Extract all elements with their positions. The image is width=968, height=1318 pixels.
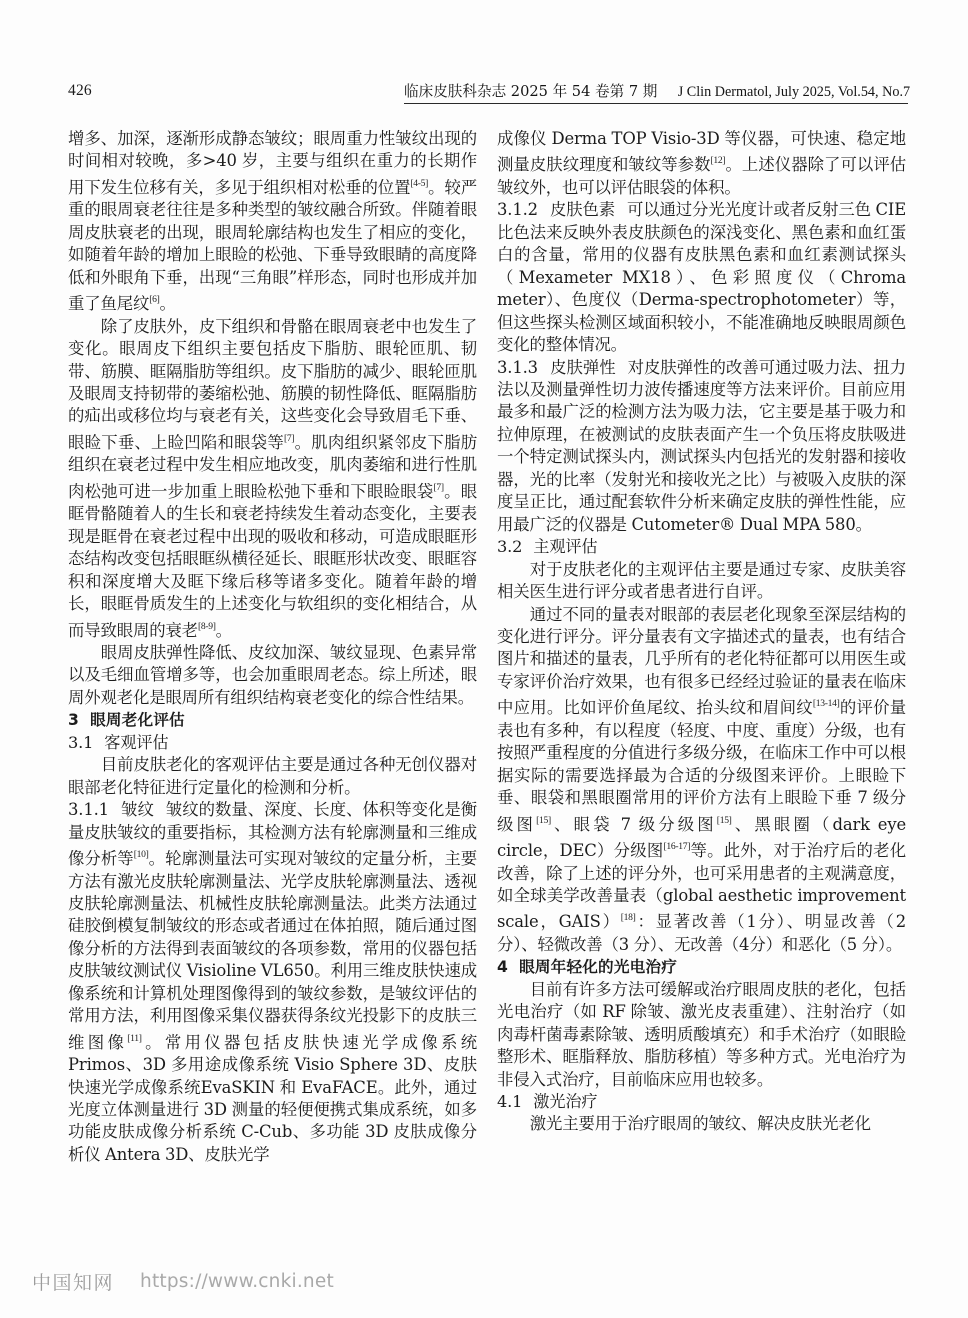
paragraph-right-6: 目前有许多方法可缓解或治疗眼周皮肤的老化，包括光电治疗（如 RF 除皱、激光皮表重建）、注射治疗（如肉毒杆菌毒素除皱、透明质酸填充）和手术治疗（如眼睑整形术、眶脂释放、脂肪移植）等多种方式。光电治疗为非侵入式治疗，目前临床应用也较多。 — [497, 979, 906, 1089]
section-heading-3-1-1 — [68, 799, 477, 1166]
paragraph-left-2-end: 。 — [215, 620, 232, 640]
section-heading-4 — [497, 956, 906, 978]
paragraph-left-1-text: 增多、加深，逐渐形成静态皱纹；眼周重力性皱纹出现的时间相对较晚，多>40 岁，主要与组织在重力的长期作用下发生位移有关，多见于组织相对松垂的位置 — [68, 129, 477, 197]
paragraph-left-5-cont: 。轮廓测量法可实现对皱纹的定量分析，主要方法有激光皮肤轮廓测量法、光学皮肤轮廓测量法、透视皮肤轮廓测量法、机械性皮肤轮廓测量法。此类方法通过硅胶倒模复制皱纹的形态或者通过在体拍照，随后通过图像分析的方法得到表面皱纹的各项参数，常用的仪器包括皮肤皱纹测试仪 Visioline VL650。利用三维皮肤快速成像系统和计算机处理图像得到的皱纹参数，是皱纹评估的常用方法，利用图像采集仪器获得条纹光投影下的皮肤三维图像 — [68, 849, 477, 1052]
paragraph-left-2 — [68, 316, 477, 642]
paragraph-right-5-cont3: 、黑眼圈（dark eye circle，DEC）分级图 — [497, 814, 906, 861]
section-heading-3-1-title: 客观评估 — [104, 732, 169, 752]
section-heading-3-1 — [68, 732, 477, 754]
journal-citation-en: J Clin Dermatol, July 2025, Vol.54, No.7 — [677, 84, 911, 100]
cnki-watermark — [32, 1268, 334, 1295]
paragraph-left-3: 眼周皮肤弹性降低、皮纹加深、皱纹显现、色素异常以及毛细血管增多等，也会加重眼周老态。综上所述，眼周外观老化是眼周所有组织结构衰老变化的综合性结果。 — [68, 642, 477, 707]
section-heading-3-1-1-number: 3.1.1 — [68, 800, 109, 820]
column-left — [68, 128, 477, 1166]
journal-citation-cn: 临床皮肤科杂志 2025 年 54 卷第 7 期 — [404, 83, 658, 100]
paragraph-right-5 — [497, 604, 906, 957]
cnki-url-label: https://www.cnki.net — [140, 1271, 334, 1292]
section-heading-3-number: 3 — [68, 711, 80, 730]
paragraph-left-1-end: 。 — [159, 294, 176, 314]
paragraph-left-1-cont: 。较严重的眼周衰老往往是多种类型的皱纹融合所致。伴随着眼周皮肤衰老的出现，眼周轮廓结构也发生了相应的变化，如随着年龄的增加上眼睑的松弛、下垂导致眼睛的高度降低和外眼角下垂，出现“三角眼”样形态，同时也形成并加重了鱼尾纹 — [68, 177, 477, 314]
reference-marker: [15] — [536, 814, 551, 826]
section-heading-3-1-3 — [497, 357, 906, 537]
paragraph-left-5-text: 皱纹的数量、深度、长度、体积等变化是衡量皮肤皱纹的重要指标，其检测方法有轮廓测量和三维成像分析等 — [68, 800, 477, 869]
section-heading-3 — [68, 709, 477, 731]
paragraph-right-1-cont: 。上述仪器除了可以评估皱纹外，也可以评估眼袋的体积。 — [497, 155, 906, 197]
column-right — [497, 128, 906, 1136]
paragraph-right-5-text: 通过不同的量表对眼部的表层老化现象至深层结构的变化进行评分。评分量表有文字描述式的量表，也有结合图片和描述的量表，几乎所有的老化特征都可以用医生或专家评价治疗效果，也有很多已经经过验证的量表在临床中应用。比如评价鱼尾纹、抬头纹和眉间纹 — [497, 604, 906, 718]
reference-marker: [13-14] — [812, 698, 840, 710]
reference-marker: [7] — [433, 481, 444, 493]
section-heading-3-2 — [497, 536, 906, 558]
paragraph-right-5-cont4: 等。此外，对于治疗后的老化改善，除了上述的评分外，也可采用患者的主观满意度，如全球美学改善量表（global aesthetic improvement scale，GAIS） — [497, 841, 906, 932]
reference-marker: [12] — [710, 155, 726, 167]
section-heading-4-1-number: 4.1 — [497, 1092, 523, 1112]
section-heading-3-1-number: 3.1 — [68, 732, 94, 752]
paragraph-right-5-cont: 的评价量表也有多种，有以程度（轻度、中度、重度）分级，也有按照严重程度的分值进行多级分级，在临床工作中可以根据实际的需要选择最为合适的分级图来评价。上眼睑下垂、眼袋和黑眼圈常用的评价方法有上眼睑下垂 7 级分级图 — [497, 698, 906, 834]
reference-marker: [10] — [133, 849, 149, 861]
section-heading-3-1-3-title: 皮肤弹性 — [549, 357, 616, 377]
section-heading-3-title: 眼周老化评估 — [90, 711, 185, 730]
paragraph-left-2-text: 除了皮肤外，皮下组织和骨骼在眼周衰老中也发生了变化。眼周皮下组织主要包括皮下脂肪、眼轮匝肌、韧带、筋膜、眶隔脂肪等组织。皮下脂肪的减少、眼轮匝肌及眼周支持韧带的萎缩松弛、筋膜的韧性降低、眶隔脂肪的疝出或移位均与衰老有关，这些变化会导致眉毛下垂、眼睑下垂、上睑凹陷和眼袋等 — [68, 316, 477, 452]
paragraph-right-2-text: 可以通过分光光度计或者反射三色 CIE 比色法来反映外表皮肤颜色的深浅变化、黑色素和血红蛋白的含量，常用的仪器有皮肤黑色素和血红素测试探头（Mexameter MX18）、色彩照度仪（Chroma meter）、色度仪（Derma-spectrophotometer）等，但这些探头检测区域面积较小，不能准确地反映眼周颜色变化的整体情况。 — [497, 200, 907, 355]
section-heading-3-1-2-number: 3.1.2 — [497, 200, 538, 220]
section-heading-4-title: 眼周年轻化的光电治疗 — [519, 958, 678, 977]
paragraph-right-1 — [497, 128, 906, 199]
section-heading-4-1-title: 激光治疗 — [533, 1092, 598, 1112]
page-number: 426 — [68, 82, 92, 99]
reference-marker: [6] — [149, 294, 160, 306]
section-heading-3-1-2 — [497, 199, 906, 356]
paragraph-left-2-cont2: 。眼眶骨骼随着人的生长和衰老持续发生着动态变化，主要表现是眶骨在衰老过程中出现的吸收和移动，可造成眼眶形态结构改变包括眼眶纵横径延长、眼眶形状改变、眼眶容积和深度增大及眶下缘后移等诸多变化。随着年龄的增长，眼眶骨质发生的上述变化与软组织的变化相结合，从而导致眼周的衰老 — [68, 481, 478, 640]
paragraph-left-1 — [68, 128, 477, 316]
section-heading-3-2-number: 3.2 — [497, 537, 523, 557]
reference-marker: [7] — [283, 432, 295, 444]
section-heading-3-1-2-title: 皮肤色素 — [549, 200, 616, 220]
cnki-brand-label: 中国知网 — [32, 1272, 115, 1294]
paragraph-right-1-text: 成像仪 Derma TOP Visio-3D 等仪器，可快速、稳定地测量皮肤纹理度和皱纹等参数 — [497, 129, 906, 175]
running-head — [0, 78, 968, 106]
section-heading-3-2-title: 主观评估 — [533, 537, 598, 557]
section-heading-3-1-1-title: 皱纹 — [120, 800, 154, 820]
paragraph-right-3-text: 对皮肤弹性的改善可通过吸力法、扭力法以及测量弹性切力波传播速度等方法来评价。目前应用最多和最广泛的检测方法为吸力法，它主要是基于吸力和拉伸原理，在被测试的皮肤表面产生一个负压将皮肤吸进一个特定测试探头内，测试探头内包括光的发射器和接收器，光的比率（发射光和接收光之比）与被吸入皮肤的深度呈正比，通过配套软件分析来确定皮肤的弹性性能，应用最广泛的仪器是 Cutometer® Dual MPA 580。 — [497, 357, 906, 534]
paragraph-right-5-cont2: 、眼袋 7 级分级图 — [550, 814, 717, 834]
paragraph-right-7: 激光主要用于治疗眼周的皱纹、解决皮肤光老化 — [529, 1114, 871, 1134]
paragraph-left-2-cont: 。肌肉组织紧邻皮下脂肪组织在衰老过程中发生相应地改变，肌肉萎缩和进行性肌肉松弛可进一步加重上眼睑松弛下垂和下眼睑眼袋 — [68, 432, 477, 501]
reference-marker: [15] — [716, 814, 732, 826]
reference-marker: [4-5] — [410, 177, 429, 189]
journal-citation — [404, 80, 911, 101]
section-heading-4-number: 4 — [497, 958, 509, 977]
paragraph-left-5-cont2: 。常用仪器包括皮肤快速光学成像系统 Primos、3D 多用途成像系统 Visio Sphere 3D、皮肤快速光学成像系统EvaSKIN 和 EvaFACE。此外，通过光度立体测量进行 3D 测量的轻便便携式集成系统，如多功能皮肤成像分析系统 C-Cub、多功能 3D 皮肤成像分析仪 Antera 3D、皮肤光学 — [68, 1032, 477, 1164]
paragraph-left-4: 目前皮肤老化的客观评估主要是通过各种无创仪器对眼部老化特征进行定量化的检测和分析。 — [68, 755, 477, 797]
reference-marker: [8-9] — [197, 620, 216, 632]
reference-marker: [18] — [620, 912, 636, 924]
section-heading-4-1 — [497, 1091, 906, 1113]
running-head-rule — [404, 103, 908, 104]
reference-marker: [16-17] — [663, 841, 691, 853]
reference-marker: [11] — [127, 1032, 142, 1044]
section-heading-3-1-3-number: 3.1.3 — [497, 357, 538, 377]
paragraph-right-5-cont5: ：显著改善（1分）、明显改善（2 分）、轻微改善（3 分）、无改善（4分）和恶化（5 分）。 — [497, 912, 906, 954]
paragraph-right-4: 对于皮肤老化的主观评估主要是通过专家、皮肤美容相关医生进行评分或者患者进行自评。 — [497, 559, 906, 602]
